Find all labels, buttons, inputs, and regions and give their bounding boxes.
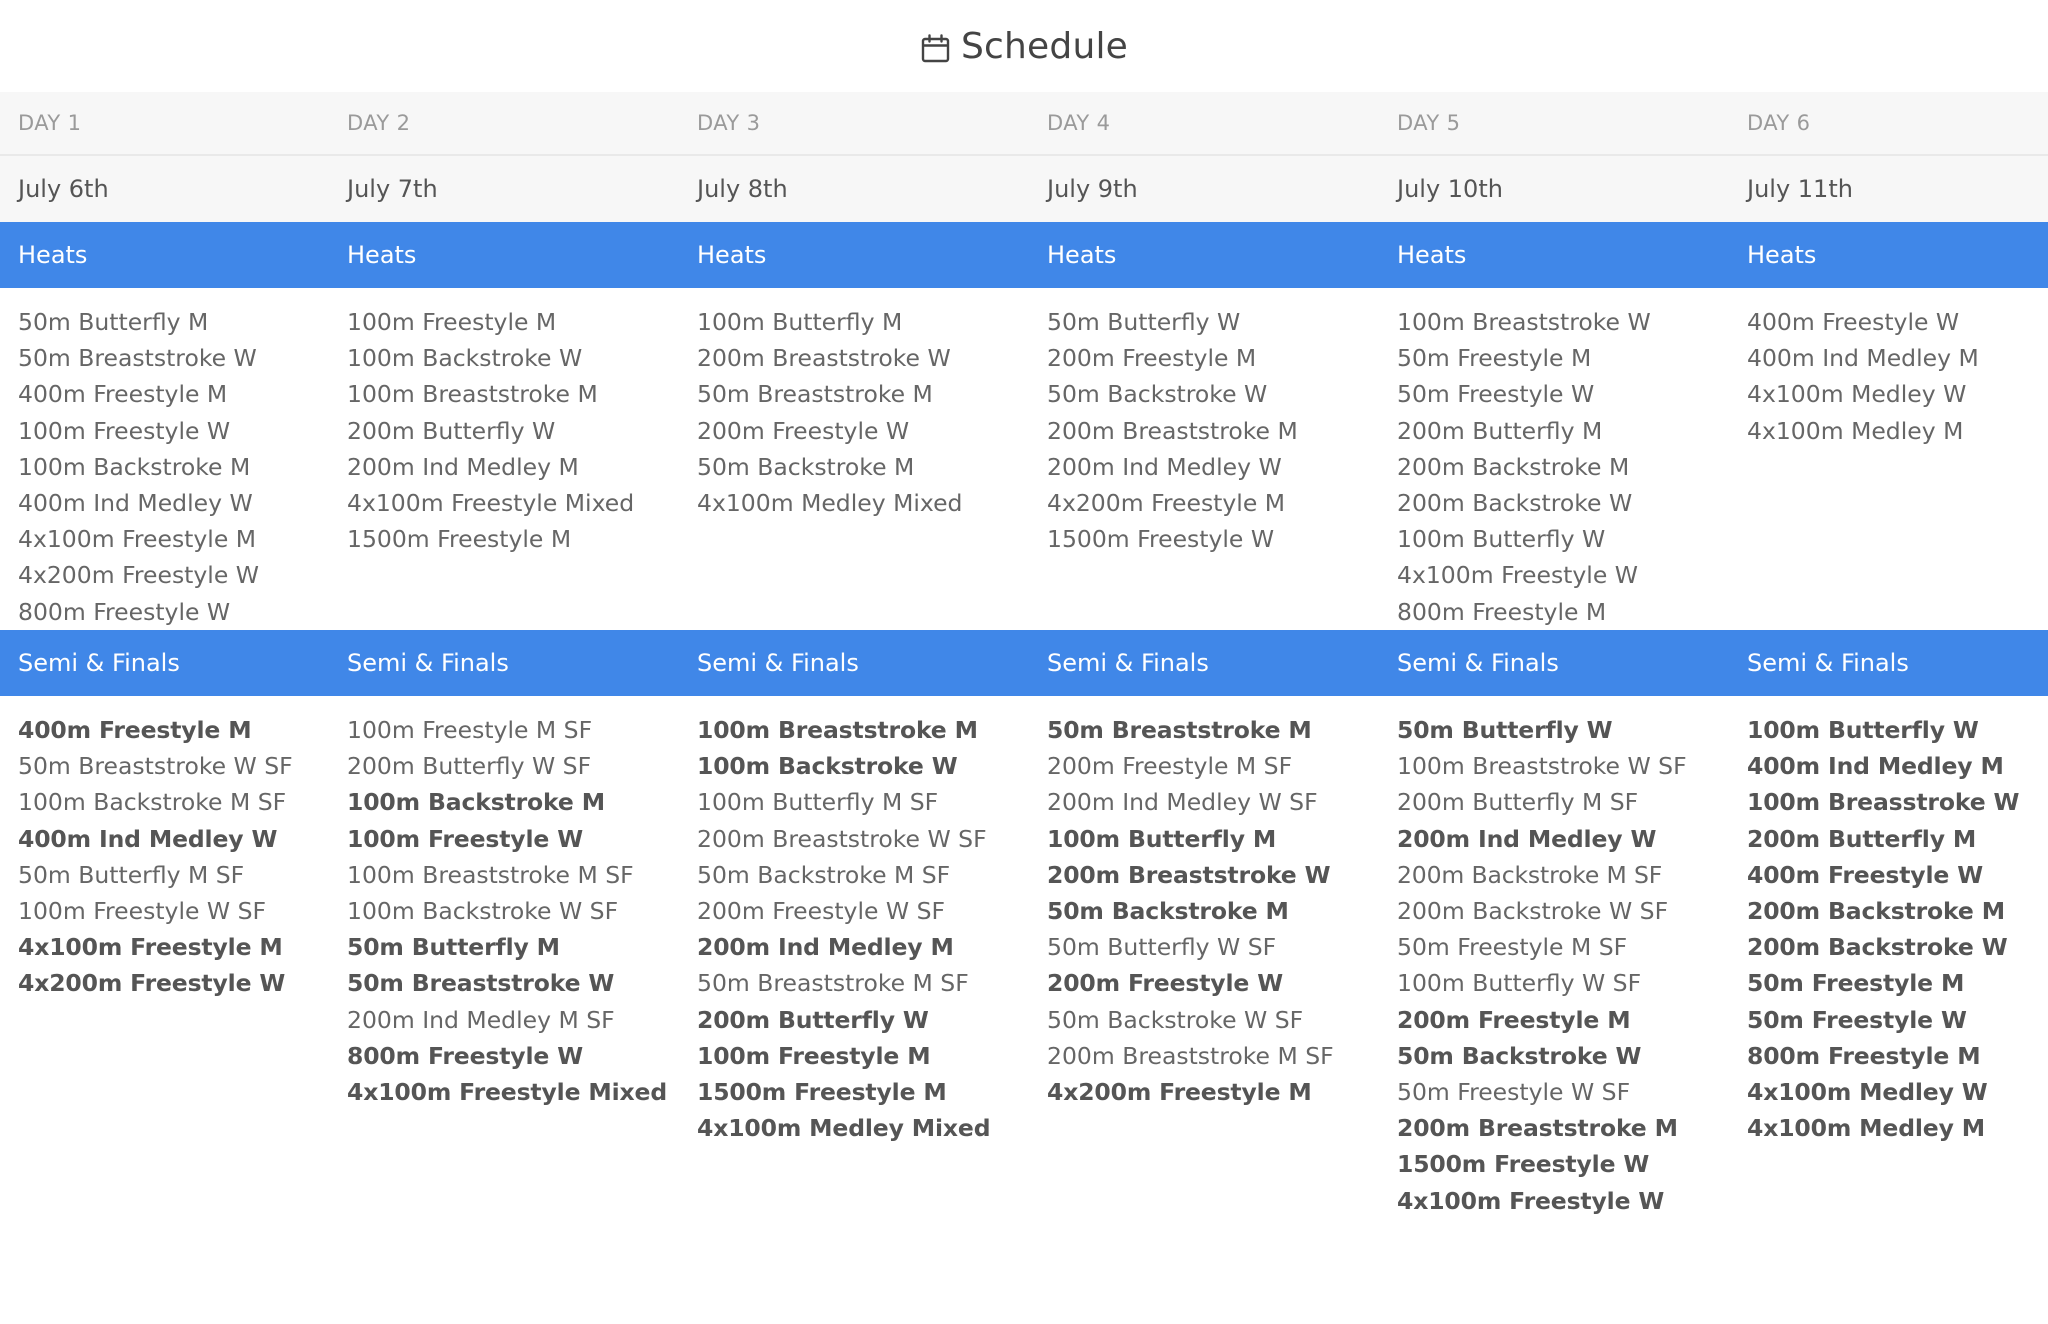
final-event: 200m Backstroke W (1747, 933, 2008, 962)
semifinal-event: 100m Breaststroke W SF (1397, 752, 1687, 781)
semifinal-event: 200m Butterfly M SF (1397, 788, 1639, 817)
final-event: 4x100m Freestyle M (18, 933, 283, 962)
semifinal-event: 50m Backstroke M SF (697, 860, 951, 889)
heats-list (1029, 288, 1379, 630)
finals-section-bar (0, 630, 2048, 696)
semifinal-event: 100m Freestyle M SF (347, 716, 593, 744)
final-event: 4x100m Freestyle W (1397, 1186, 1665, 1215)
day-label: DAY 3 (679, 92, 1029, 155)
finals-section-label: Semi & Finals (1729, 630, 2048, 696)
heat-event: 200m Butterfly M (1397, 416, 1603, 445)
heat-event: 100m Breaststroke M (347, 380, 598, 409)
heat-event: 100m Freestyle W (18, 416, 231, 445)
final-event: 200m Freestyle M (1397, 1005, 1631, 1034)
final-event: 1500m Freestyle M (697, 1078, 947, 1107)
heat-event: 50m Butterfly W (1047, 308, 1241, 336)
heat-event: 4x100m Freestyle Mixed (347, 489, 635, 518)
heat-event: 400m Freestyle W (1747, 308, 1960, 336)
heats-section-label: Heats (0, 222, 329, 288)
final-event: 200m Breaststroke M (1397, 1114, 1678, 1143)
final-event: 1500m Freestyle W (1397, 1150, 1650, 1179)
heat-event: 100m Breaststroke W (1397, 308, 1651, 336)
final-event: 200m Backstroke M (1747, 897, 2005, 926)
heat-event: 400m Ind Medley M (1747, 344, 1979, 373)
final-event: 100m Backstroke W (697, 752, 958, 781)
final-event: 50m Backstroke M (1047, 897, 1289, 926)
final-event: 50m Butterfly M (347, 933, 560, 962)
heat-event: 200m Freestyle W (697, 416, 910, 445)
schedule-header (0, 0, 2048, 92)
heat-event: 100m Backstroke M (18, 452, 251, 481)
final-event: 100m Freestyle M (697, 1041, 931, 1070)
heats-section-label: Heats (679, 222, 1029, 288)
final-event: 200m Butterfly M (1747, 824, 1977, 853)
final-event: 100m Butterfly W (1747, 716, 1979, 744)
heat-event: 50m Butterfly M (18, 308, 209, 336)
final-event: 50m Backstroke W (1397, 1041, 1642, 1070)
final-event: 100m Freestyle W (347, 824, 583, 853)
final-event: 50m Breaststroke M (1047, 716, 1312, 744)
heats-section-label: Heats (1029, 222, 1379, 288)
finals-events-row (0, 696, 2048, 1219)
schedule-table (0, 92, 2048, 1219)
day-date: July 7th (329, 155, 679, 222)
day-label-row (0, 92, 2048, 155)
heat-event: 1500m Freestyle W (1047, 525, 1275, 554)
semifinal-event: 50m Freestyle W SF (1397, 1078, 1631, 1107)
heat-event: 4x100m Medley M (1747, 416, 1964, 445)
final-event: 100m Butterfly M (1047, 824, 1277, 853)
heat-event: 50m Breaststroke W (18, 344, 257, 373)
heats-list (0, 288, 329, 630)
heat-event: 4x100m Medley Mixed (697, 489, 963, 518)
finals-list (1729, 696, 2048, 1219)
day-date: July 9th (1029, 155, 1379, 222)
heat-event: 200m Breaststroke M (1047, 416, 1298, 445)
finals-list (329, 696, 679, 1219)
day-label: DAY 2 (329, 92, 679, 155)
final-event: 400m Freestyle W (1747, 860, 1983, 889)
heats-section-bar (0, 222, 2048, 288)
final-event: 50m Freestyle M (1747, 969, 1965, 998)
semifinal-event: 50m Freestyle M SF (1397, 933, 1628, 962)
heats-list (1729, 288, 2048, 630)
final-event: 4x100m Freestyle Mixed (347, 1078, 668, 1107)
heat-event: 1500m Freestyle M (347, 525, 572, 554)
semifinal-event: 100m Butterfly M SF (697, 788, 939, 817)
day-date: July 8th (679, 155, 1029, 222)
heat-event: 100m Butterfly W (1397, 525, 1606, 554)
heats-list (329, 288, 679, 630)
heats-list (679, 288, 1029, 630)
final-event: 400m Ind Medley W (18, 824, 278, 853)
semifinal-event: 50m Butterfly W SF (1047, 933, 1277, 962)
heats-events-row (0, 288, 2048, 630)
heat-event: 200m Backstroke M (1397, 452, 1630, 481)
day-label: DAY 5 (1379, 92, 1729, 155)
day-label: DAY 4 (1029, 92, 1379, 155)
date-row (0, 155, 2048, 222)
heat-event: 50m Freestyle W (1397, 380, 1595, 409)
heat-event: 4x100m Freestyle M (18, 525, 257, 554)
finals-list (679, 696, 1029, 1219)
heat-event: 50m Backstroke W (1047, 380, 1268, 409)
heat-event: 4x100m Medley W (1747, 380, 1967, 409)
heat-event: 50m Breaststroke M (697, 380, 933, 409)
semifinal-event: 50m Backstroke W SF (1047, 1005, 1304, 1034)
finals-section-label: Semi & Finals (1379, 630, 1729, 696)
heat-event: 200m Ind Medley W (1047, 452, 1282, 481)
finals-section-label: Semi & Finals (1029, 630, 1379, 696)
final-event: 50m Freestyle W (1747, 1005, 1967, 1034)
heat-event: 400m Freestyle M (18, 380, 228, 409)
final-event: 4x200m Freestyle W (18, 969, 286, 998)
final-event: 400m Ind Medley M (1747, 752, 2004, 781)
day-date: July 10th (1379, 155, 1729, 222)
final-event: 4x100m Medley Mixed (697, 1114, 991, 1143)
final-event: 100m Backstroke M (347, 788, 605, 817)
semifinal-event: 100m Backstroke M SF (18, 788, 287, 817)
semifinal-event: 50m Breaststroke M SF (697, 969, 969, 998)
semifinal-event-name: 200m Backstroke M SF (1397, 860, 1663, 889)
page-title: Schedule (960, 25, 1129, 67)
final-event: 4x100m Medley M (1747, 1114, 1986, 1143)
heats-list (1379, 288, 1729, 630)
heat-event: 400m Ind Medley W (18, 489, 253, 518)
final-event: 4x100m Medley W (1747, 1078, 1988, 1107)
heats-section-label: Heats (1729, 222, 2048, 288)
final-event: 400m Freestyle M (18, 716, 252, 744)
finals-section-label: Semi & Finals (0, 630, 329, 696)
final-event: 200m Butterfly W (697, 1005, 929, 1034)
heat-event: 4x200m Freestyle W (18, 561, 260, 590)
heat-event: 4x200m Freestyle M (1047, 489, 1286, 518)
final-event-name: 200m Ind Medley W (1397, 824, 1657, 853)
heat-event: 200m Ind Medley M (347, 452, 579, 481)
semifinal-event: 100m Breaststroke M SF (347, 860, 634, 889)
heat-event: 200m Backstroke W (1397, 489, 1633, 518)
heats-section-label: Heats (1379, 222, 1729, 288)
final-event (1397, 821, 1729, 893)
final-event: 100m Breasstroke W (1747, 788, 2020, 817)
semifinal-event: 50m Butterfly M SF (18, 860, 245, 889)
heat-event: 100m Backstroke W (347, 344, 583, 373)
semifinal-event: 200m Ind Medley W SF (1047, 788, 1318, 817)
semifinal-event: 100m Backstroke W SF (347, 897, 619, 926)
heat-event: 4x100m Freestyle W (1397, 561, 1639, 590)
final-event: 200m Freestyle W (1047, 969, 1283, 998)
day-label: DAY 6 (1729, 92, 2048, 155)
heat-event: 100m Freestyle M (347, 308, 557, 336)
final-event: 100m Breaststroke M (697, 716, 978, 744)
heat-event: 200m Breaststroke W (697, 344, 951, 373)
day-date: July 6th (0, 155, 329, 222)
semifinal-event: 200m Breaststroke W SF (697, 824, 987, 853)
day-label: DAY 1 (0, 92, 329, 155)
calendar-icon (920, 33, 951, 64)
heat-event: 800m Freestyle M (1397, 597, 1607, 626)
finals-list (1379, 696, 1729, 1219)
semifinal-event: 200m Breaststroke M SF (1047, 1041, 1334, 1070)
day-date: July 11th (1729, 155, 2048, 222)
semifinal-event: 100m Butterfly W SF (1397, 969, 1642, 998)
heat-event: 800m Freestyle W (18, 597, 231, 626)
finals-list (1029, 696, 1379, 1219)
heat-event: 100m Butterfly M (697, 308, 903, 336)
semifinal-event: 50m Breaststroke W SF (18, 752, 293, 781)
finals-section-label: Semi & Finals (329, 630, 679, 696)
finals-list (0, 696, 329, 1219)
final-event: 800m Freestyle M (1747, 1041, 1981, 1070)
heat-event: 200m Freestyle M (1047, 344, 1257, 373)
final-event: 200m Ind Medley M (697, 933, 954, 962)
heat-event: 200m Butterfly W (347, 416, 556, 445)
semifinal-event: 200m Butterfly W SF (347, 752, 592, 781)
finals-section-label: Semi & Finals (679, 630, 1029, 696)
heat-event: 50m Freestyle M (1397, 344, 1592, 373)
semifinal-event: 200m Ind Medley M SF (347, 1005, 615, 1034)
semifinal-event: 100m Freestyle W SF (18, 897, 267, 926)
semifinal-event: 200m Freestyle M SF (1047, 752, 1293, 781)
heat-event: 50m Backstroke M (697, 452, 915, 481)
semifinal-event: 200m Backstroke W SF (1397, 897, 1669, 926)
final-event: 800m Freestyle W (347, 1041, 583, 1070)
final-event: 50m Breaststroke W (347, 969, 615, 998)
final-event: 4x200m Freestyle M (1047, 1078, 1312, 1107)
final-event: 50m Butterfly W (1397, 716, 1613, 744)
heats-section-label: Heats (329, 222, 679, 288)
final-event: 200m Breaststroke W (1047, 860, 1331, 889)
semifinal-event: 200m Freestyle W SF (697, 897, 946, 926)
